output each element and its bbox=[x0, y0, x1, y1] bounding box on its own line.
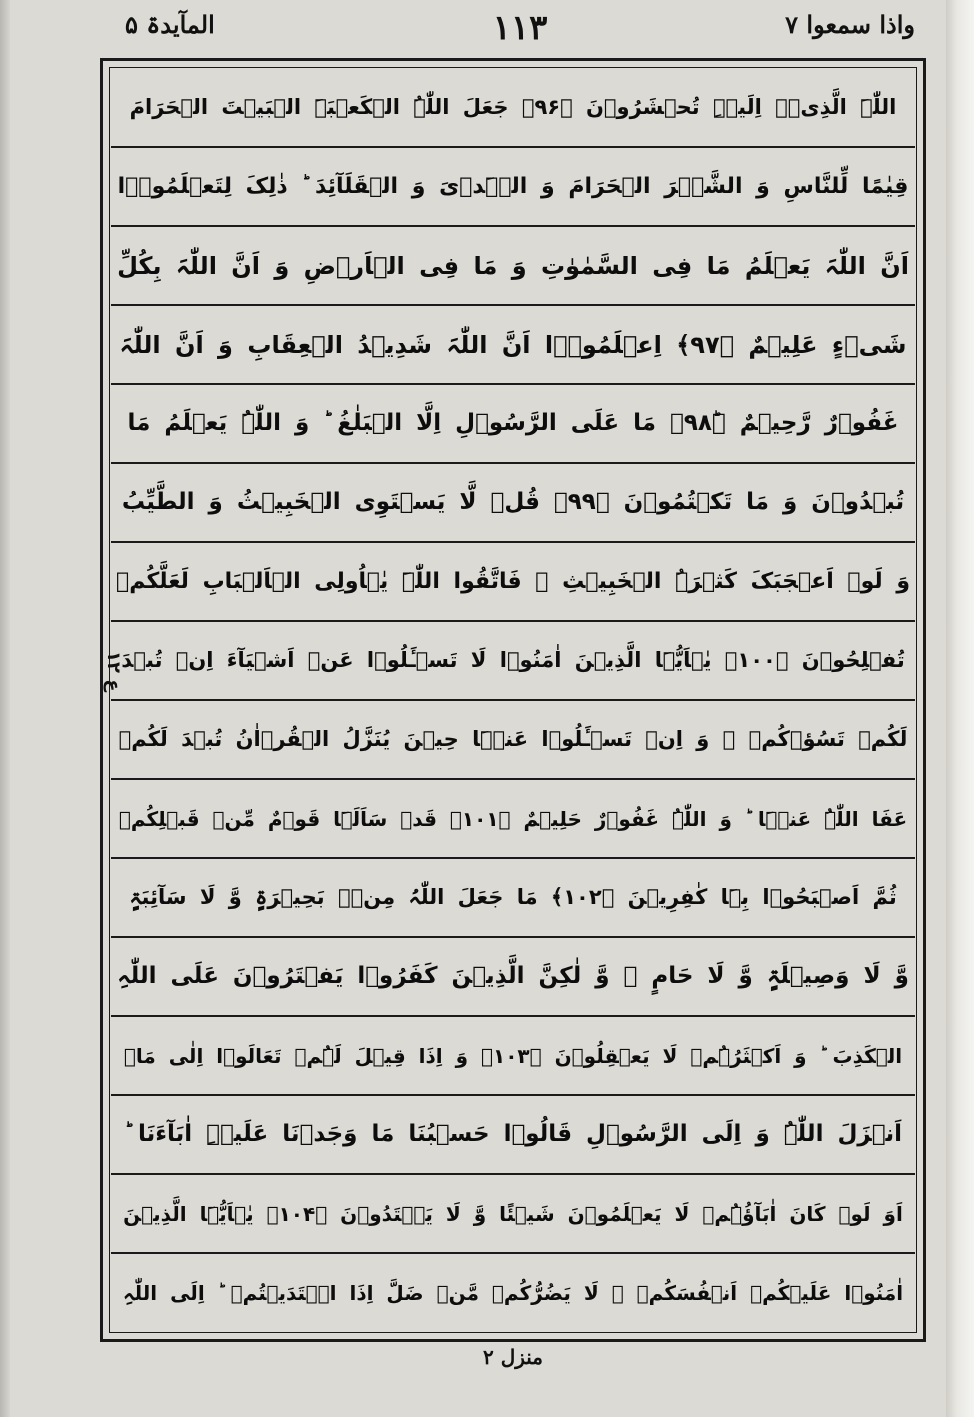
verse-line bbox=[111, 543, 915, 622]
verse-line-text: تُفۡلِحُوۡنَ ﴿۱۰۰﴾ یٰۤاَیُّہَا الَّذِیۡنَ اٰمَنُوۡا لَا تَسۡـَٔلُوۡا عَنۡ اَشۡیَآءَ اِنۡ تُبۡدَ bbox=[121, 648, 905, 672]
surah-name: المآیدۃ ۵ bbox=[125, 10, 215, 39]
verse-line-text: ثُمَّ اَصۡبَحُوۡا بِہَا کٰفِرِیۡنَ ﴿۱۰۲﴾ مَا جَعَلَ اللّٰہُ مِنۡۢ بَحِیۡرَۃٍ وَّ لَا سَآئِبَۃٍ bbox=[129, 885, 897, 909]
verse-line-text: اَوَ لَوۡ کَانَ اٰبَآؤُہُمۡ لَا یَعۡلَمُوۡنَ شَیۡئًا وَّ لَا یَہۡتَدُوۡنَ ﴿۱۰۴﴾ یٰۤاَیُّہَا الَّذِیۡنَ bbox=[123, 1201, 903, 1226]
verse-line-text: وَّ لَا وَصِیۡلَۃٍ وَّ لَا حَامٍ ۙ وَّ لٰکِنَّ الَّذِیۡنَ کَفَرُوۡا یَفۡتَرُوۡنَ عَلَی اللّٰہِ bbox=[117, 963, 909, 989]
verse-line bbox=[111, 1096, 915, 1175]
page-binding-shadow bbox=[0, 0, 10, 1417]
verse-line bbox=[111, 859, 915, 938]
verse-line bbox=[111, 701, 915, 780]
verse-line-text: عَفَا اللّٰہُ عَنۡہَا ؕ وَ اللّٰہُ غَفُوۡرٌ حَلِیۡمٌ ﴿۱۰۱﴾ قَدۡ سَاَلَہَا قَوۡمٌ مِّنۡ قَبۡلِکُمۡ bbox=[118, 806, 908, 831]
page-edge bbox=[946, 0, 974, 1417]
verse-line bbox=[111, 1017, 915, 1096]
page-number: ۱۱۳ bbox=[492, 8, 548, 48]
verse-line-text: الۡکَذِبَ ؕ وَ اَکۡثَرُہُمۡ لَا یَعۡقِلُوۡنَ ﴿۱۰۳﴾ وَ اِذَا قِیۡلَ لَہُمۡ تَعَالَوۡا اِلٰی مَاۤ bbox=[123, 1043, 903, 1068]
verse-line bbox=[111, 938, 915, 1017]
verse-line-text: وَ لَوۡ اَعۡجَبَکَ کَثۡرَۃُ الۡخَبِیۡثِ ۚ فَاتَّقُوا اللّٰہَ یٰۤاُولِی الۡاَلۡبَابِ لَعَلَّکُمۡ bbox=[116, 568, 911, 594]
verse-line bbox=[111, 780, 915, 859]
verse-line-text: اللّٰہَ الَّذِیۡۤ اِلَیۡہِ تُحۡشَرُوۡنَ ﴿۹۶﴾ جَعَلَ اللّٰہُ الۡکَعۡبَۃَ الۡبَیۡتَ الۡحَرَامَ bbox=[129, 95, 897, 119]
verse-line-text: قِیٰمًا لِّلنَّاسِ وَ الشَّہۡرَ الۡحَرَامَ وَ الۡہَدۡیَ وَ الۡقَلَآئِدَ ؕ ذٰلِکَ لِتَعۡلَمُوۡۤا bbox=[117, 173, 909, 199]
verse-line-text: لَکُمۡ تَسُؤۡکُمۡ ۚ وَ اِنۡ تَسۡـَٔلُوۡا عَنۡہَا حِیۡنَ یُنَزَّلُ الۡقُرۡاٰنُ تُبۡدَ لَکُمۡ bbox=[118, 727, 908, 751]
verse-line bbox=[111, 69, 915, 148]
verse-line bbox=[111, 1254, 915, 1331]
verse-line-text: غَفُوۡرٌ رَّحِیۡمٌ ﴿ؕ۹۸﴾ مَا عَلَی الرَّسُوۡلِ اِلَّا الۡبَلٰغُ ؕ وَ اللّٰہُ یَعۡلَمُ مَا bbox=[127, 410, 899, 436]
verse-line bbox=[111, 227, 915, 306]
manzil-footer: منزل ۲ bbox=[482, 1345, 544, 1369]
verse-line bbox=[111, 1175, 915, 1254]
verse-line-text: اَنۡزَلَ اللّٰہُ وَ اِلَی الرَّسُوۡلِ قَالُوۡا حَسۡبُنَا مَا وَجَدۡنَا عَلَیۡہِ اٰبَآءَنَا ؕ bbox=[123, 1121, 903, 1147]
verse-line bbox=[111, 385, 915, 464]
verse-line-text: اَنَّ اللّٰہَ یَعۡلَمُ مَا فِی السَّمٰوٰتِ وَ مَا فِی الۡاَرۡضِ وَ اَنَّ اللّٰہَ بِکُلِّ bbox=[117, 251, 909, 280]
verse-line bbox=[111, 306, 915, 385]
verse-line-text: شَیۡءٍ عَلِیۡمٌ ﴿۹۷﴾ اِعۡلَمُوۡۤا اَنَّ اللّٰہَ شَدِیۡدُ الۡعِقَابِ وَ اَنَّ اللّٰہَ bbox=[119, 330, 907, 359]
verse-line bbox=[111, 148, 915, 227]
verse-line bbox=[111, 464, 915, 543]
juz-name: واذا سمعوا ۷ bbox=[785, 10, 915, 39]
verse-line-text: اٰمَنُوۡا عَلَیۡکُمۡ اَنۡفُسَکُمۡ ۚ لَا یَضُرُّکُمۡ مَّنۡ ضَلَّ اِذَا اہۡتَدَیۡتُمۡ ؕ اِلَی اللّٰہِ bbox=[122, 1280, 904, 1305]
verse-lines bbox=[111, 69, 915, 1331]
text-frame bbox=[100, 58, 926, 1342]
page-header bbox=[115, 8, 925, 58]
verse-line bbox=[111, 622, 915, 701]
verse-line-text: تُبۡدُوۡنَ وَ مَا تَکۡتُمُوۡنَ ﴿۹۹﴾ قُلۡ لَّا یَسۡتَوِی الۡخَبِیۡثُ وَ الطَّیِّبُ bbox=[121, 489, 905, 515]
ruku-marker: ۱۲ ع bbox=[103, 650, 124, 692]
